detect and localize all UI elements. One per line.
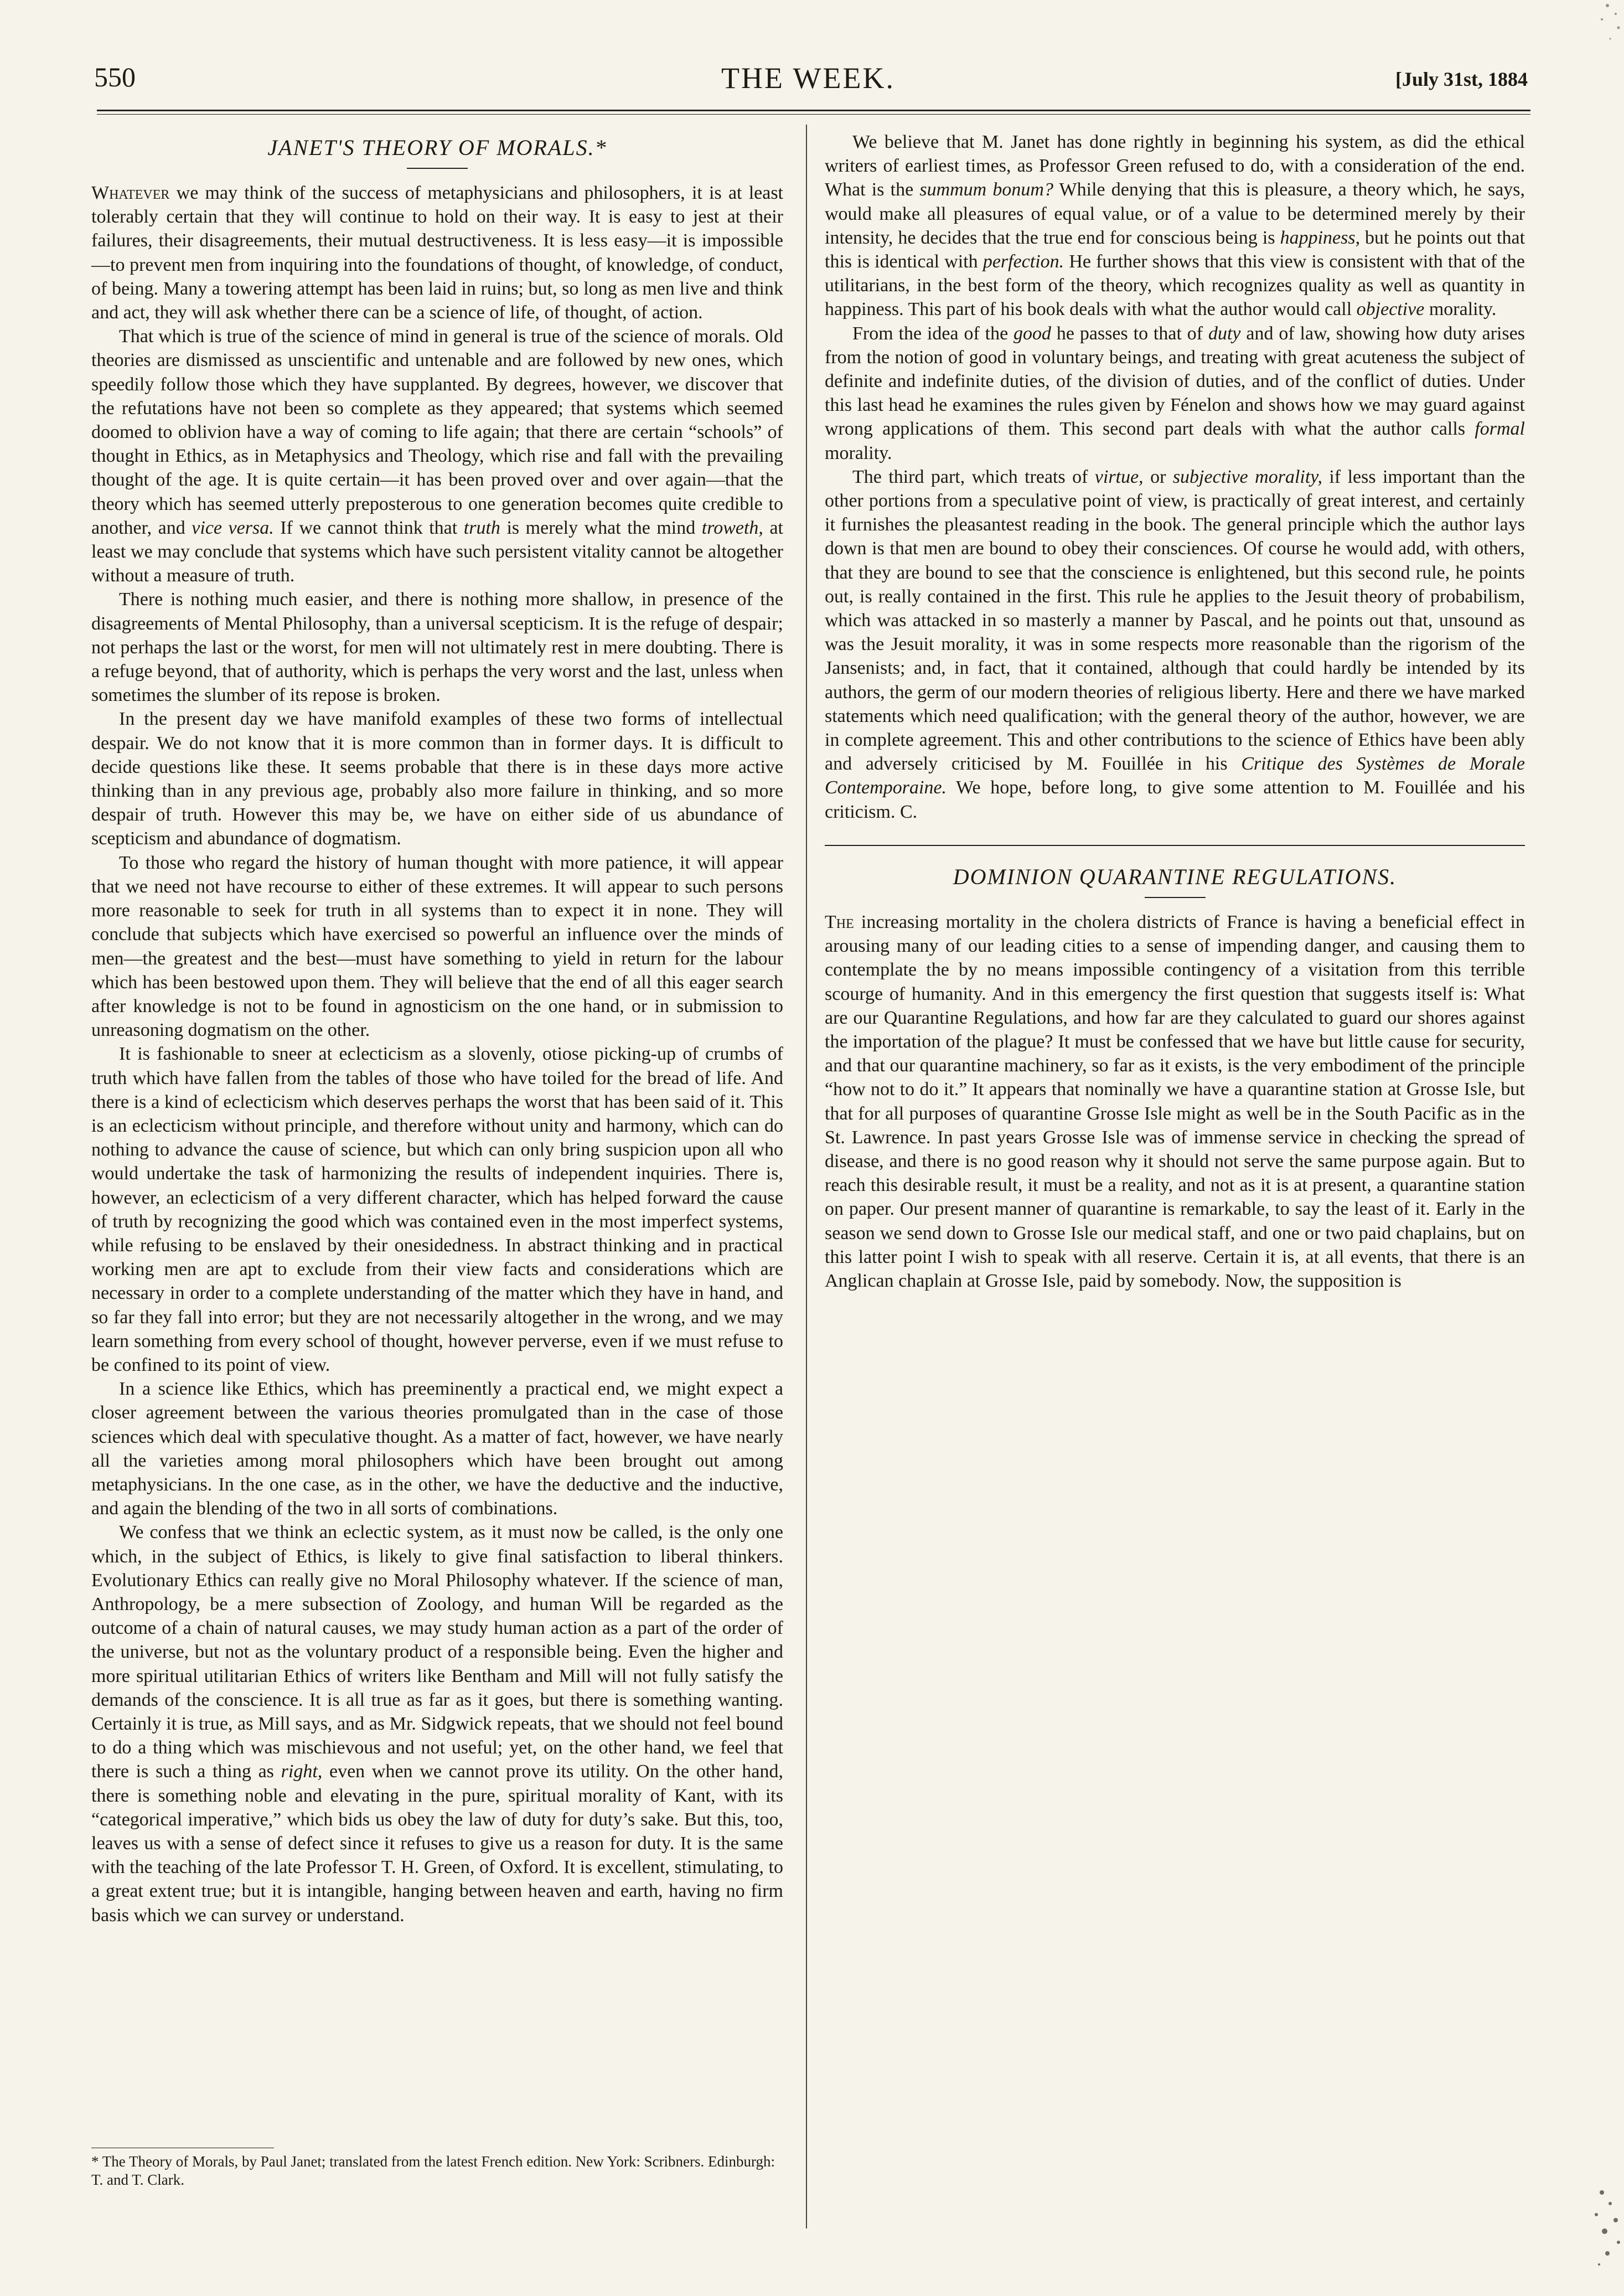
issue-date: [July 31st, 1884: [1395, 68, 1528, 90]
paragraph-text: morality.: [825, 442, 892, 463]
italic-text: Critique des Systèmes de Morale Contemporaine.: [825, 754, 1525, 798]
paragraph: It is fashionable to sneer at eclecticism as a slovenly, otiose picking-up of crumbs of truth which have fallen from the tables of those who have toiled for the bread of life. And there is a kind of eclecticism which deserves perhaps the worst that has been said of it. This is an eclecticism without principle, and therefore without unity and harmony, which can do nothing to advance the cause of science, but which can only bring suspicion upon all who would undertake the task of harmonizing the results of independent inquiries. There is, however, an eclecticism of a very different character, which has helped forward the cause of truth by recognizing the good which was contained even in the most imperfect systems, while refusing to be enslaved by their onesidedness. In abstract thinking and in practical working men are apt to exclude from their view facts and considerations which are necessary in order to a complete understanding of the matter which they have in hand, and so far they fall into error; but they are not necessarily altogether in the wrong, and we may learn something from every school of thought, however perverse, even if we must refuse to be confined to its point of view.: [91, 1044, 783, 1375]
paragraph-text: we may think of the success of metaphysicians and philosophers, it is at least tolerably certain that they will continue to hold on their way. It is easy to jest at their failures, their disagreements, their mutual destructiveness. It is less easy—it is impossible—to prevent men from inquiring into the foundations of thought, of knowledge, of conduct, of being. Many a towering attempt has been laid in ruins; but, so long as men live and think and act, they will ask whether there can be a science of life, of thought, of action.: [91, 183, 784, 323]
article-title-janet: JANET'S THEORY OF MORALS.*: [267, 135, 607, 160]
column-divider: [806, 125, 807, 2228]
paragraph: In a science like Ethics, which has preeminently a practical end, we might expect a closer agreement between the various theories promulgated than in the case of those sciences which deal with speculative thought. As a matter of fact, however, we have nearly all the varieties among moral philosophers which have been brought out among metaphysicians. In the one case, as in the other, we have the deductive and the inductive, and again the blending of the two in all sorts of combinations.: [91, 1379, 783, 1519]
paragraph-text: he passes to that of: [1056, 323, 1203, 344]
paragraph: In the present day we have manifold examples of these two forms of intellectual despair. We do not know that it is more common than in former days. It is difficult to decide questions like these. It seems probable that there is in these days more active thinking than in any previous age, probably also more failure in thinking, and so more despair of truth. However this may be, we have on either side of us abundance of scepticism and abundance of dogmatism.: [91, 709, 783, 849]
article-title-quarantine: DOMINION QUARANTINE REGULATIONS.: [953, 864, 1397, 889]
left-column: [91, 130, 783, 1927]
paragraph-text: is merely what the mind: [506, 517, 696, 538]
newspaper-title: THE WEEK.: [721, 61, 895, 95]
italic-text: good: [1013, 323, 1052, 344]
right-column: [825, 130, 1525, 1293]
footnote-block: [91, 2134, 783, 2189]
paragraph: [825, 465, 1525, 824]
scan-speckle-top: [1541, 0, 1624, 122]
paragraph-text: He further shows that this view is consistent with that of the utilitarians, in the best form of the theory, which recognizes quality as well as quantity in happiness. This part of his book deals with what the author would call: [825, 251, 1525, 320]
paragraph-text: From the idea of the: [852, 323, 1008, 344]
paragraph: [825, 322, 1525, 465]
paragraph: [825, 130, 1525, 322]
italic-text: vice versa.: [192, 517, 274, 538]
paragraph: [91, 1520, 783, 1927]
paragraph-text: morality.: [1429, 299, 1497, 320]
italic-text: virtue,: [1094, 466, 1144, 487]
masthead: [89, 61, 1528, 94]
italic-text: troweth,: [701, 517, 763, 538]
paragraph-text: While denying that this is pleasure, a theory which, he says, would make all pleasures of equal value, or of a value to be determined merely by their intensity, he decides that the true end for conscious being is: [825, 179, 1525, 248]
page-number: 550: [94, 61, 136, 92]
paragraph: There is nothing much easier, and there is nothing more shallow, in presence of the disagreements of Mental Philosophy, than a universal scepticism. It is the refuge of despair; not perhaps the last or the worst, for men will not ultimately rest in mere doubting. There is a refuge beyond, that of authority, which is perhaps the very worst and the last, unless when sometimes the slumber of its repose is broken.: [91, 589, 783, 706]
paragraph-text: If we cannot think that: [280, 517, 458, 538]
paragraph: [91, 324, 783, 587]
footnote: * The Theory of Morals, by Paul Janet; translated from the latest French edition. New York: Scribners. Edinburgh: T. and T. Clark.: [91, 2153, 775, 2188]
section-rule: [825, 845, 1525, 846]
italic-text: right,: [281, 1761, 323, 1782]
italic-text: subjective morality,: [1172, 466, 1322, 487]
paragraph-text: We confess that we think an eclectic system, as it must now be called, is the only one which, in the subject of Ethics, is likely to give final satisfaction to liberal thinkers. Evolutionary Ethics can really give no Moral Philosophy whatever. If the science of man, Anthropology, be a mere subsection of Zoology, and human Will be regarded as the outcome of a chain of natural causes, we may study human action as a part of the order of the universe, but not as the voluntary product of a responsible being. Even the higher and more spiritual utilitarian Ethics of writers like Bentham and Mill will not fully satisfy the demands of the conscience. It is all true as far as it goes, but there is something wanting. Certainly it is true, as Mill says, and as Mr. Sidgwick repeats, that we should not feel bound to do a thing which was mischievous and not useful; yet, on the other hand, we feel that there is such a thing as: [91, 1522, 783, 1782]
paragraph: To those who regard the history of human thought with more patience, it will appear that we need not have recourse to either of these extremes. It will appear to such persons more reasonable to seek for truth in all systems than to expect it in none. They will conclude that subjects which have exercised so powerful an influence over the minds of men—the greatest and the best—must have something to yield in return for the labour which has been bestowed upon them. They will believe that the end of all this eager search after knowledge is not to be found in agnosticism on the one hand, or in submission to unreasoning dogmatism on the other.: [91, 852, 783, 1041]
paragraph-text: even when we cannot prove its utility. On the other hand, there is something noble and elevating in the pure, spiritual morality of Kant, with its “categorical imperative,” which bids us obey the law of duty for duty’s sake. But this, too, leaves us with a sense of defect since it refuses to give us a reason for duty. It is the same with the teaching of the late Professor T. H. Green, of Oxford. It is excellent, stimulating, to a great extent true; but it is intangible, hanging between heaven and earth, having no firm basis which we can survey or understand.: [91, 1761, 783, 1926]
paragraph-text: and of law, showing how duty arises from the notion of good in voluntary beings, and treating with great acuteness the subject of definite and indefinite duties, of the division of duties, and of the conflict of duties. Under this last head he examines the rules given by Fénelon and shows how we may guard against wrong applications of them. This second part deals with what the author calls: [825, 323, 1525, 440]
italic-text: summum bonum?: [919, 179, 1053, 200]
paragraph-text: increasing mortality in the cholera districts of France is having a beneficial effect in arousing many of our leading cities to a sense of impending danger, and causing them to contemplate the by no means impossible contingency of a visitation from this terrible scourge of humanity. And in this emergency the first question that suggests itself is: What are our Quarantine Regulations, and how far are they calculated to guard our shores against the importation of the plague? It must be confessed that we have but little cause for security, and that our quarantine machinery, so far as it exists, is the very embodiment of the principle “how not to do it.” It appears that nominally we have a quarantine station at Grosse Isle, but that for all purposes of quarantine Grosse Isle might as well be in the South Pacific as in the St. Lawrence. In past years Grosse Isle was of immense service in checking the spread of disease, and there is no good reason why it should not serve the same purpose again. But to reach this desirable result, it must be a reality, and not as it is at present, a quarantine station on paper. Our present manner of quarantine is remarkable, to say the least of it. Early in the season we send down to Grosse Isle our medical staff, and one or two paid chaplains, but on this latter point I wish to speak with all reserve. Certain it is, at all events, that there is an Anglican chaplain at Grosse Isle, paid by somebody. Now, the supposition is: [825, 911, 1525, 1291]
scan-speckle-bottom: [1541, 2159, 1624, 2281]
italic-text: perfection.: [982, 251, 1064, 272]
lead-word: Whatever: [91, 183, 170, 203]
paragraph-text: or: [1150, 466, 1166, 487]
paragraph-text: We hope, before long, to give some attention to M. Fouillée and his criticism.: [825, 777, 1525, 822]
italic-text: truth: [463, 517, 500, 538]
paragraph: [91, 181, 783, 324]
italic-text: happiness,: [1280, 227, 1361, 248]
header-rule: [97, 110, 1530, 111]
article-signature: C.: [899, 801, 918, 822]
title-rule: [407, 168, 468, 169]
paragraph-text: at least we may conclude that systems which have such persistent vitality cannot be altogether without a measure of truth.: [91, 517, 784, 586]
lead-word: The: [825, 911, 854, 932]
title-rule: [1145, 897, 1206, 898]
paragraph-text: if less important than the other portions from a speculative point of view, is practically of great interest, and certainly it furnishes the pleasantest reading in the book. The general principle which the author lays down is that men are bound to obey their consciences. Of course he would add, with others, that they are bound to see that the conscience is enlightened, but this second rule, he points out, is really contained in the first. This rule he applies to the Jesuit theory of probabilism, which was attacked in so masterly a manner by Pascal, and he points out that, unsound as was the Jesuit morality, it was in some respects more reasonable than the rigorism of the Jansenists; and, in fact, that it contained, although that could hardly be intended by its authors, the germ of our modern theories of religious liberty. Here and there we have marked statements which need qualification; with the general theory of the author, however, we are in complete agreement. This and other contributions to the science of Ethics have been ably and adversely criticised by M. Fouillée in his: [825, 466, 1525, 775]
italic-text: formal: [1475, 419, 1525, 440]
paragraph-text: We believe that M. Janet has done rightly in beginning his system, as did the ethical writers of earliest times, as Professor Green refused to do, with a consideration of the end. What is the: [825, 132, 1525, 200]
italic-text: objective: [1356, 299, 1425, 320]
italic-text: duty: [1208, 323, 1241, 344]
paragraph-text: but he points out that this is identical with: [825, 227, 1525, 272]
header-rule-thin: [97, 114, 1530, 115]
paragraph-text: The third part, which treats of: [852, 466, 1088, 487]
paragraph-text: That which is true of the science of mind in general is true of the science of morals. Old theories are dismissed as unscientific and untenable and are followed by new ones, which speedily follow those which they have supplanted. By degrees, however, we discover that the refutations have not been so complete as they appeared; that systems which seemed doomed to oblivion have a way of coming to life again; that there are certain “schools” of thought in Ethics, as in Metaphysics and Theology, which rise and fall with the prevailing thought of the age. It is quite certain—it has been proved over and over again—that the theory which has seemed utterly preposterous to one generation becomes quite credible to another, and: [91, 326, 783, 538]
paragraph: [825, 910, 1525, 1293]
